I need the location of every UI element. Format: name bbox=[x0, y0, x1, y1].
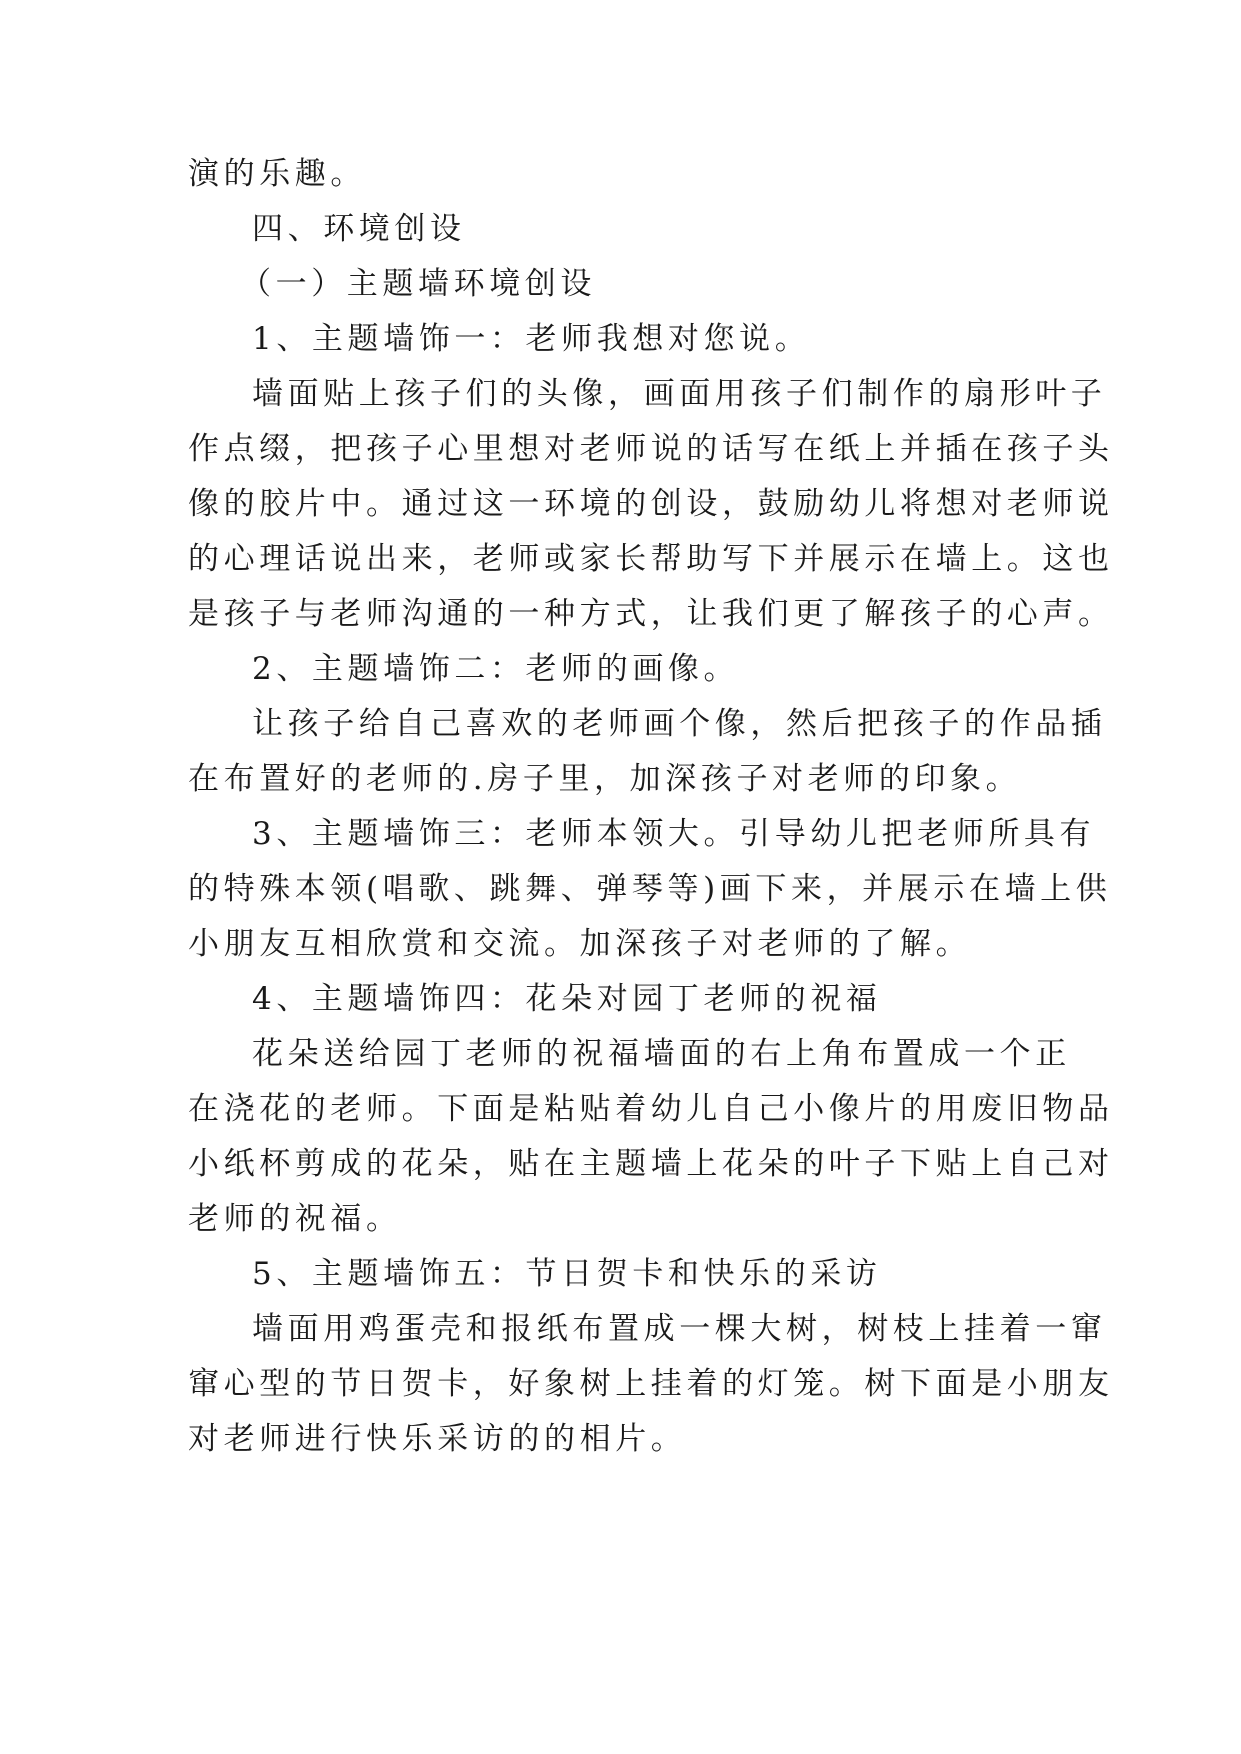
paragraph-line: 墙面用鸡蛋壳和报纸布置成一棵大树，树枝上挂着一窜 bbox=[252, 1311, 1107, 1347]
paragraph-line: 在浇花的老师。下面是粘贴着幼儿自己小像片的用废旧物品 bbox=[188, 1091, 1114, 1127]
paragraph-line: 小纸杯剪成的花朵，贴在主题墙上花朵的叶子下贴上自己对 bbox=[188, 1146, 1114, 1182]
subsection-heading: （一）主题墙环境创设 bbox=[240, 266, 596, 302]
paragraph-line: 作点缀，把孩子心里想对老师说的话写在纸上并插在孩子头 bbox=[188, 431, 1114, 467]
paragraph-line: 像的胶片中。通过这一环境的创设，鼓励幼儿将想对老师说 bbox=[188, 486, 1114, 522]
paragraph-line: 在布置好的老师的.房子里，加深孩子对老师的印象。 bbox=[188, 761, 1022, 797]
paragraph-line: 的心理话说出来，老师或家长帮助写下并展示在墙上。这也 bbox=[188, 541, 1114, 577]
paragraph-line: 让孩子给自己喜欢的老师画个像，然后把孩子的作品插 bbox=[252, 706, 1107, 742]
paragraph-line: 老师的祝福。 bbox=[188, 1201, 402, 1237]
item-heading: 4、主题墙饰四：花朵对园丁老师的祝福 bbox=[252, 981, 882, 1017]
text-line: 演的乐趣。 bbox=[188, 156, 366, 192]
section-heading: 四、环境创设 bbox=[252, 211, 466, 247]
item-heading: 1、主题墙饰一：老师我想对您说。 bbox=[252, 321, 811, 357]
paragraph-line: 窜心型的节日贺卡，好象树上挂着的灯笼。树下面是小朋友 bbox=[188, 1366, 1114, 1402]
paragraph-line: 花朵送给园丁老师的祝福墙面的右上角布置成一个正 bbox=[252, 1036, 1071, 1072]
paragraph-line: 是孩子与老师沟通的一种方式，让我们更了解孩子的心声。 bbox=[188, 596, 1114, 632]
paragraph-line: 墙面贴上孩子们的头像，画面用孩子们制作的扇形叶子 bbox=[252, 376, 1107, 412]
item-heading: 3、主题墙饰三：老师本领大。引导幼儿把老师所具有 bbox=[252, 816, 1096, 852]
paragraph-line: 对老师进行快乐采访的的相片。 bbox=[188, 1421, 687, 1457]
paragraph-line: 的特殊本领(唱歌、跳舞、弹琴等)画下来，并展示在墙上供 bbox=[188, 871, 1112, 907]
paragraph-line: 小朋友互相欣赏和交流。加深孩子对老师的了解。 bbox=[188, 926, 972, 962]
item-heading: 2、主题墙饰二：老师的画像。 bbox=[252, 651, 740, 687]
item-heading: 5、主题墙饰五：节日贺卡和快乐的采访 bbox=[252, 1256, 882, 1292]
